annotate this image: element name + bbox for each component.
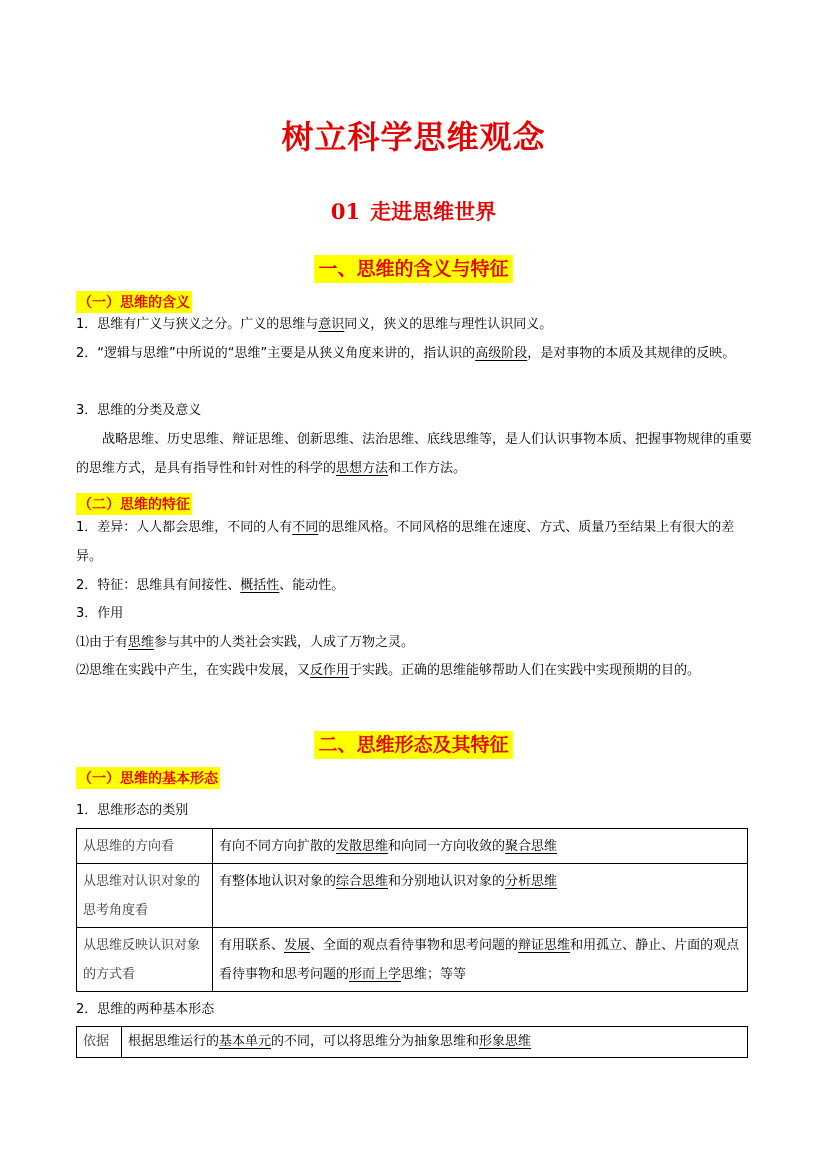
chapter-number: 01 xyxy=(330,199,361,224)
thinking-forms-table xyxy=(76,828,748,992)
paragraph-3-2: 2．思维的两种基本形态 xyxy=(76,1002,215,1017)
table-value-cell: 根据思维运行的基本单元的不同，可以将思维分为抽象思维和形象思维 xyxy=(122,1027,748,1058)
paragraph-3-1: 1．思维形态的类别 xyxy=(76,803,189,818)
table-key-cell: 从思维反映认识对象的方式看 xyxy=(77,928,213,992)
table-row xyxy=(77,1027,748,1058)
table-value-cell: 有向不同方向扩散的发散思维和向同一方向收敛的聚合思维 xyxy=(213,829,748,864)
table-row xyxy=(77,928,748,992)
subheading-features: （二）思维的特征 xyxy=(76,493,192,515)
table-value-cell: 有用联系、发展、全面的观点看待事物和思考问题的辩证思维和用孤立、静止、片面的观点看待事物和思考问题的形而上学思维；等等 xyxy=(213,928,748,992)
paragraph-1-2: 2．“逻辑与思维”中所说的“思维”主要是从狭义角度来讲的，指认识的高级阶段，是对事物的本质及其规律的反映。 xyxy=(76,346,736,361)
table-key-cell: 从思维对认识对象的思考角度看 xyxy=(77,864,213,928)
paragraph-2-1: 1．差异：人人都会思维，不同的人有不同的思维风格。不同风格的思维在速度、方式、质量乃至结果上有很大的差异。 xyxy=(76,520,735,564)
paragraph-1-1: 1．思维有广义与狭义之分。广义的思维与意识同义，狭义的思维与理性认识同义。 xyxy=(76,317,553,332)
paragraph-2-5: ⑵思维在实践中产生，在实践中发展，又反作用于实践。正确的思维能够帮助人们在实践中实现预期的目的。 xyxy=(76,663,701,678)
basic-forms-table xyxy=(76,1026,748,1058)
paragraph-1-4: 战略思维、历史思维、辩证思维、创新思维、法治思维、底线思维等，是人们认识事物本质、把握事物规律的重要的思维方式，是具有指导性和针对性的科学的思想方法和工作方法。 xyxy=(76,432,753,476)
paragraph-1-3: 3．思维的分类及意义 xyxy=(76,403,202,418)
document-title: 树立科学思维观念 xyxy=(281,118,546,156)
paragraph-2-3: 3．作用 xyxy=(76,606,124,621)
table-key-cell: 依据 xyxy=(77,1027,122,1058)
table-row xyxy=(77,829,748,864)
chapter-title: 走进思维世界 xyxy=(370,200,497,224)
table-row xyxy=(77,864,748,928)
section-heading-2: 二、思维形态及其特征 xyxy=(0,730,827,757)
section-heading-1: 一、思维的含义与特征 xyxy=(0,254,827,281)
table-key-cell: 从思维的方向看 xyxy=(77,829,213,864)
subheading-meaning: （一）思维的含义 xyxy=(76,291,192,313)
paragraph-2-4: ⑴由于有思维参与其中的人类社会实践，人成了万物之灵。 xyxy=(76,635,415,650)
table-value-cell: 有整体地认识对象的综合思维和分别地认识对象的分析思维 xyxy=(213,864,748,928)
chapter-heading xyxy=(0,196,827,226)
subheading-basic-forms: （一）思维的基本形态 xyxy=(76,767,220,789)
paragraph-2-2: 2．特征：思维具有间接性、概括性、能动性。 xyxy=(76,578,345,593)
